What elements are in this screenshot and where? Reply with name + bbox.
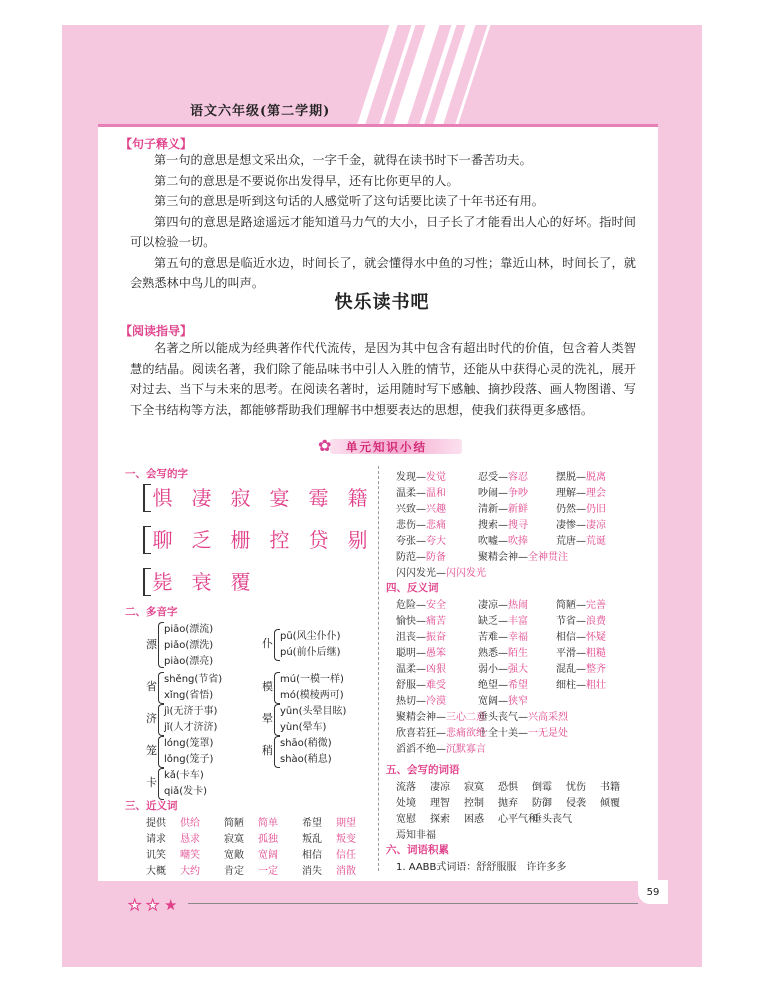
word-pair: 吹嘘—吹捧 xyxy=(478,536,528,547)
star-icon: ★ xyxy=(164,896,178,914)
char: 剔 xyxy=(347,527,368,552)
word-pair: 细柱—粗壮 xyxy=(556,680,606,691)
sentence-para-4: 第四句的意思是路途遥远才能知道马力气的大小，日子长了才能看出人心的好坏。指时间可以检验一切。 xyxy=(130,214,636,249)
sentence-para-5: 第五句的意思是临近水边，时间长了，就会懂得水中鱼的习性；靠近山林，时间长了，就会熟悉林中鸟儿的叫声。 xyxy=(130,255,636,290)
word-pair: 忍受—容忍 xyxy=(478,472,528,483)
word-pair: 绝望—希望 xyxy=(478,680,528,691)
word: 消失 xyxy=(302,866,322,877)
word-pair: 发现—发觉 xyxy=(396,472,446,483)
char: 籍 xyxy=(347,485,368,510)
word-pair: 热切—冷漠 xyxy=(396,696,446,707)
word: 简单 xyxy=(258,818,278,829)
word: 嘲笑 xyxy=(180,850,200,861)
footer-line xyxy=(188,903,638,904)
word: 讥笑 xyxy=(146,850,166,861)
poly-line: piào(漂亮) xyxy=(164,656,214,667)
poly-char: 笼 xyxy=(146,744,157,757)
right-sec4-tag: 四、反义词 xyxy=(386,582,439,594)
char: 寂 xyxy=(230,485,251,510)
polyphone-ji xyxy=(146,702,246,736)
poly-line: jǐ(人才济济) xyxy=(164,722,218,733)
word: 一定 xyxy=(258,866,278,877)
poly-char: 稍 xyxy=(262,744,273,757)
word-pair: 摆脱—脱离 xyxy=(556,472,606,483)
word-pair: 搜索—搜寻 xyxy=(478,520,528,531)
word-pair: 仍然—仍旧 xyxy=(556,504,606,515)
word: 大约 xyxy=(180,866,200,877)
left-sec3-tag: 三、近义词 xyxy=(125,800,178,812)
word-pair: 聪明—愚笨 xyxy=(396,648,446,659)
poly-line: piāo(漂流) xyxy=(164,624,214,635)
word: 相信 xyxy=(302,850,322,861)
word-pair: 荒唐—荒诞 xyxy=(556,536,606,547)
word-pair: 控制 xyxy=(464,798,484,809)
word: 期望 xyxy=(336,818,356,829)
word-pair: 吵闹—争吵 xyxy=(478,488,528,499)
word-pair: 聚精会神—三心二意 xyxy=(396,712,486,723)
word-pair: 抛弃 xyxy=(498,798,518,809)
butterfly-icon: ✿ xyxy=(318,436,332,455)
right-sec5-tag: 五、会写的词语 xyxy=(386,764,460,776)
word-pair: 相信—怀疑 xyxy=(556,632,606,643)
char: 惧 xyxy=(152,485,173,510)
poly-line: kǎ(卡车) xyxy=(164,770,204,781)
char: 衰 xyxy=(191,569,212,594)
poly-line: qiǎ(发卡) xyxy=(164,786,208,797)
char: 凄 xyxy=(191,485,212,510)
poly-char: 仆 xyxy=(262,637,273,650)
word: 寂寞 xyxy=(224,834,244,845)
sentence-para-1: 第一句的意思是想文采出众，一字千金，就得在读书时下一番苦功夫。 xyxy=(154,153,532,167)
word-pair: 悲伤—悲痛 xyxy=(396,520,446,531)
unit-summary-banner xyxy=(316,436,466,456)
word-pair: 流落 xyxy=(396,782,416,793)
poly-line: shào(稍息) xyxy=(280,754,332,765)
chars-row-1 xyxy=(143,481,377,511)
poly-line: lóng(笼罩) xyxy=(164,738,214,749)
poly-line: pū(风尘仆仆) xyxy=(280,631,341,642)
char: 霉 xyxy=(308,485,329,510)
footer-stars xyxy=(128,896,638,914)
poly-char: 济 xyxy=(146,712,157,725)
word-pair: 倒霉 xyxy=(532,782,552,793)
word-pair: 防御 xyxy=(532,798,552,809)
poly-line: piǎo(漂洗) xyxy=(164,640,214,651)
right-sec6-tag: 六、词语积累 xyxy=(386,844,449,856)
poly-line: xǐng(省悟) xyxy=(164,690,214,701)
banner-text: 单元知识小结 xyxy=(346,440,427,454)
bracket xyxy=(143,568,151,596)
word: 信任 xyxy=(336,850,356,861)
accumulation-1: 1. AABB式词语：舒舒服服 许许多多 xyxy=(396,862,567,873)
word: 肯定 xyxy=(224,866,244,877)
polyphone-mo xyxy=(262,670,372,704)
word-pair: 凄凉 xyxy=(430,782,450,793)
poly-char: 模 xyxy=(262,680,273,693)
bracket xyxy=(143,484,151,512)
poly-line: shěng(节省) xyxy=(164,674,223,685)
happy-reading-title: 快乐读书吧 xyxy=(334,292,430,313)
word: 供给 xyxy=(180,818,200,829)
sentence-para-2: 第二句的意思是不要说你出发得早，还有比你更早的人。 xyxy=(154,173,459,188)
poly-line: shāo(稍微) xyxy=(280,738,332,749)
chars-row-3 xyxy=(143,565,260,595)
poly-char: 晕 xyxy=(262,712,273,725)
word-pair: 温柔—温和 xyxy=(396,488,446,499)
poly-char: 漂 xyxy=(146,638,157,651)
word: 宽阔 xyxy=(258,850,278,861)
word-pair: 侵袭 xyxy=(566,798,586,809)
bracket xyxy=(143,526,151,554)
word: 消散 xyxy=(336,866,356,877)
poly-line: mó(模棱两可) xyxy=(280,690,344,701)
polyphone-yun xyxy=(262,702,372,736)
char: 控 xyxy=(269,527,290,552)
star-icon: ★ xyxy=(146,896,160,914)
word-pair: 弱小—强大 xyxy=(478,664,528,675)
word: 叛变 xyxy=(336,834,356,845)
word-pair: 熟悉—陌生 xyxy=(478,648,528,659)
word-pair: 恐惧 xyxy=(498,782,518,793)
word: 简陋 xyxy=(224,818,244,829)
word-pair: 书籍 xyxy=(600,782,620,793)
word-pair: 十全十美—一无是处 xyxy=(478,728,568,739)
sentence-para-3: 第三句的意思是听到这句话的人感觉听了这句话要比读了十年书还有用。 xyxy=(154,194,544,208)
word-pair: 凄凉—热闹 xyxy=(478,600,528,611)
word: 恳求 xyxy=(180,834,200,845)
word-pair: 闪闪发光—闪闪发光 xyxy=(396,568,486,579)
word: 提供 xyxy=(146,818,166,829)
header-title: 语文六年级(第二学期) xyxy=(190,104,331,119)
word-pair: 理智 xyxy=(430,798,450,809)
char: 毙 xyxy=(152,569,173,594)
page-number: 59 xyxy=(638,880,668,904)
left-sec1-tag: 一、会写的字 xyxy=(125,468,188,480)
word-pair: 缺乏—丰富 xyxy=(478,616,528,627)
word-pair: 探索 xyxy=(430,814,450,825)
poly-char: 卡 xyxy=(146,776,157,789)
poly-line: mú(一模一样) xyxy=(280,674,344,685)
reading-guide-paragraph: 名著之所以能成为经典著作代代流传，是因为其中包含有超出时代的价值，包含着人类智慧的结晶。阅读名著，我们除了能品味书中引人入胜的情节，还能从中获得心灵的洗礼，展开对过去、当下与未来的思考。在阅读名著时，运用随时写下感触、摘抄段落、画人物图谱、写下全书结构等方法，都能够帮助我们理解书中想要表达的思想，使我们获得更多感悟。 xyxy=(130,341,636,417)
word-pair: 困惑 xyxy=(464,814,484,825)
word-pair: 理解—理会 xyxy=(556,488,606,499)
left-sec2-tag: 二、多音字 xyxy=(125,606,178,618)
polyphone-long xyxy=(146,734,246,768)
char: 宴 xyxy=(269,485,290,510)
word-pair: 倾覆 xyxy=(600,798,620,809)
word: 大概 xyxy=(146,866,166,877)
word-pair: 忧伤 xyxy=(566,782,586,793)
word: 希望 xyxy=(302,818,322,829)
word: 宽敞 xyxy=(224,850,244,861)
word-pair: 清新—新鲜 xyxy=(478,504,528,515)
word-pair: 愉快—痛苦 xyxy=(396,616,446,627)
char: 栅 xyxy=(230,527,251,552)
word-pair: 垂头丧气 xyxy=(532,814,572,825)
polyphone-ka xyxy=(146,766,246,800)
poly-line: yùn(晕车) xyxy=(280,722,327,733)
chars-row-2 xyxy=(143,523,377,553)
reading-guide-tag: 【阅读指导】 xyxy=(120,324,193,338)
sentence-section-tag: 【句子释义】 xyxy=(120,137,193,151)
word: 孤独 xyxy=(258,834,278,845)
sentence-explanations xyxy=(130,150,636,294)
polyphone-piao xyxy=(146,620,246,668)
word-pair: 寂寞 xyxy=(464,782,484,793)
char: 贷 xyxy=(308,527,329,552)
word-pair: 处境 xyxy=(396,798,416,809)
reading-guide-text xyxy=(130,338,636,420)
polyphone-sheng xyxy=(146,670,246,704)
word-pair: 平滑—粗糙 xyxy=(556,648,606,659)
poly-line: pú(前仆后继) xyxy=(280,647,341,658)
word-pair: 夸张—夸大 xyxy=(396,536,446,547)
poly-char: 省 xyxy=(146,680,157,693)
word-pair: 温柔—凶狠 xyxy=(396,664,446,675)
word-pair: 舒服—难受 xyxy=(396,680,446,691)
char: 聊 xyxy=(152,527,173,552)
word-pair: 苦难—幸福 xyxy=(478,632,528,643)
word-pair: 凄惨—凄凉 xyxy=(556,520,606,531)
polyphone-shao xyxy=(262,734,372,768)
word-pair: 滔滔不绝—沉默寡言 xyxy=(396,744,486,755)
word-pair: 欣喜若狂—悲痛欲绝 xyxy=(396,728,486,739)
poly-line: jì(无济于事) xyxy=(164,706,218,717)
word-pair: 沮丧—振奋 xyxy=(396,632,446,643)
word: 叛乱 xyxy=(302,834,322,845)
column-divider xyxy=(378,466,379,871)
word-pair: 简陋—完善 xyxy=(556,600,606,611)
word-pair: 混乱—整齐 xyxy=(556,664,606,675)
char: 乏 xyxy=(191,527,212,552)
word: 请求 xyxy=(146,834,166,845)
word-pair: 宽阔—狭窄 xyxy=(478,696,528,707)
decorative-stripes xyxy=(340,25,702,130)
word-pair: 防范—防备 xyxy=(396,552,446,563)
poly-line: yūn(头晕目眩) xyxy=(280,706,347,717)
poly-line: lǒng(笼子) xyxy=(164,754,214,765)
word-pair: 心平气和 xyxy=(498,814,538,825)
word-pair: 焉知非福 xyxy=(396,830,436,841)
word-pair: 危险—安全 xyxy=(396,600,446,611)
char: 覆 xyxy=(230,569,251,594)
word-pair: 宽慰 xyxy=(396,814,416,825)
word-pair: 聚精会神—全神贯注 xyxy=(478,552,568,563)
word-pair: 节省—浪费 xyxy=(556,616,606,627)
star-icon: ★ xyxy=(128,896,142,914)
word-pair: 垂头丧气—兴高采烈 xyxy=(478,712,568,723)
polyphone-pu xyxy=(262,627,372,661)
word-pair: 兴致—兴趣 xyxy=(396,504,446,515)
